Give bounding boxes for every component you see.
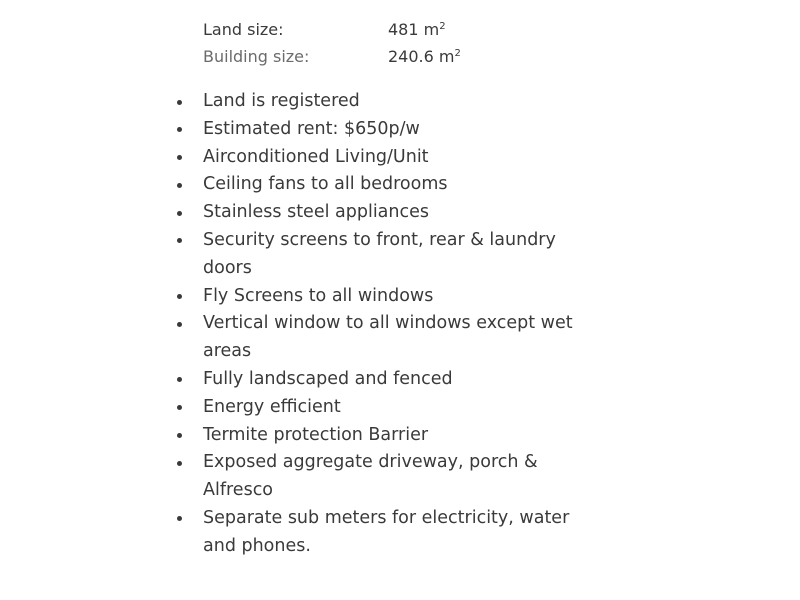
spec-value: 240.6 $m^2$	[388, 47, 461, 66]
bullet-icon	[177, 516, 182, 521]
spec-row-land-size	[203, 16, 583, 43]
list-item: Airconditioned Living/Unit	[172, 144, 592, 172]
bullet-icon	[177, 294, 182, 299]
bullet-icon	[177, 155, 182, 160]
list-item: Fully landscaped and fenced	[172, 366, 592, 394]
bullet-icon	[177, 211, 182, 216]
bullet-icon	[177, 405, 182, 410]
spec-label: Building size:	[203, 47, 310, 66]
bullet-icon	[177, 100, 182, 105]
features-list	[172, 88, 592, 561]
list-item: Ceiling fans to all bedrooms	[172, 171, 592, 199]
bullet-icon	[177, 238, 182, 243]
list-item: Land is registered	[172, 88, 592, 116]
list-item: Energy efficient	[172, 394, 592, 422]
list-item: Separate sub meters for electricity, water and phones.	[172, 505, 592, 561]
property-specs	[203, 16, 583, 70]
spec-value: 481 $m^2$	[388, 20, 446, 39]
bullet-icon	[177, 433, 182, 438]
bullet-icon	[177, 127, 182, 132]
list-item: Fly Screens to all windows	[172, 283, 592, 311]
list-item: Stainless steel appliances	[172, 199, 592, 227]
list-item: Termite protection Barrier	[172, 422, 592, 450]
list-item: Estimated rent: $650p/w	[172, 116, 592, 144]
bullet-icon	[177, 461, 182, 466]
list-item: Exposed aggregate driveway, porch & Alfresco	[172, 449, 592, 505]
list-item: Security screens to front, rear & laundry doors	[172, 227, 592, 283]
bullet-icon	[177, 183, 182, 188]
spec-row-building-size	[203, 43, 583, 70]
list-item: Vertical window to all windows except wet areas	[172, 310, 592, 366]
bullet-icon	[177, 377, 182, 382]
spec-label: Land size:	[203, 20, 284, 39]
bullet-icon	[177, 322, 182, 327]
